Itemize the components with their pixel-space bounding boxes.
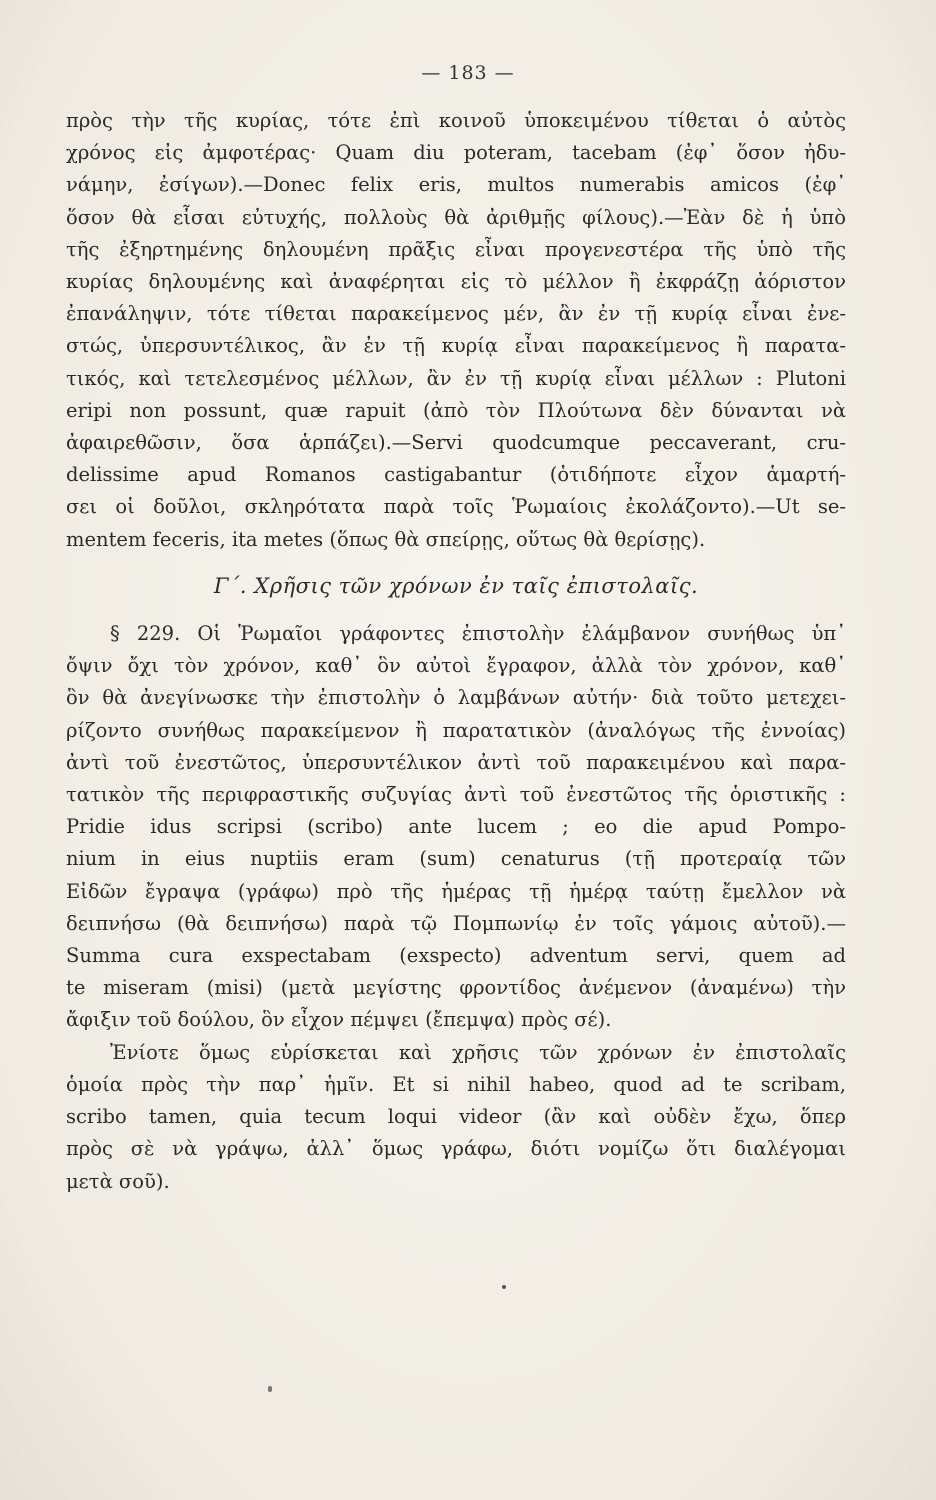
text-line: eripi non possunt, quæ rapuit (ἀπὸ τὸν Πλούτωνα δὲν δύνανται νὰ [66, 398, 846, 422]
text-line: scribo tamen, quia tecum loqui videor (ἂν καὶ οὐδὲν ἔχω, ὅπερ [66, 1105, 846, 1129]
text-line: κυρίας δηλουμένης καὶ ἀναφέρηται εἰς τὸ μέλλον ἢ ἐκφράζῃ ἀόριστον [66, 270, 846, 294]
text-line: πρὸς τὴν τῆς κυρίας, τότε ἐπὶ κοινοῦ ὑποκειμένου τίθεται ὁ αὐτὸς [66, 109, 846, 132]
text-line: τῆς ἐξηρτημένης δηλουμένη πρᾶξις εἶναι προγενεστέρα τῆς ὑπὸ τῆς [66, 237, 846, 261]
text-line: ἐπανάληψιν, τότε τίθεται παρακείμενος μέν, ἂν ἐν τῇ κυρίᾳ εἶναι ἐνε- [66, 302, 846, 326]
text-line: Εἰδῶν ἔγραψα (γράφω) πρὸ τῆς ἡμέρας τῇ ἡμέρᾳ ταύτῃ ἔμελλον νὰ [66, 879, 846, 903]
text-line: χρόνος εἰς ἀμφοτέρας· Quam diu poteram, tacebam (ἐφ᾽ ὅσον ἠδυ- [66, 141, 846, 165]
paragraph-continuation [66, 105, 846, 556]
page-number: — 183 — [421, 62, 515, 84]
paragraph-section-229 [66, 618, 846, 1037]
text-line: delissime apud Romanos castigabantur (ὁτιδήποτε εἶχον ἁμαρτή- [66, 463, 846, 487]
body-text [66, 105, 846, 1198]
text-line: Summa cura exspectabam (exspecto) adventum servi, quem ad [66, 944, 846, 968]
text-line: ὃν θὰ ἀνεγίνωσκε τὴν ἐπιστολὴν ὁ λαμβάνων αὐτήν· διὰ τοῦτο μετεχει- [66, 686, 846, 710]
text-line: στώς, ὑπερσυντέλικος, ἂν ἐν τῇ κυρίᾳ εἶναι παρακείμενος ἢ παρατα- [66, 334, 846, 358]
text-line: πρὸς σὲ νὰ γράψω, ἀλλ᾽ ὅμως γράφω, διότι νομίζω ὅτι διαλέγομαι [66, 1137, 846, 1161]
text-line: ὁμοία πρὸς τὴν παρ᾽ ἡμῖν. Et si nihil habeo, quod ad te scribam, [66, 1072, 846, 1096]
text-line: Ἐνίοτε ὅμως εὑρίσκεται καὶ χρῆσις τῶν χρόνων ἐν ἐπιστολαῖς [110, 1040, 846, 1064]
section-heading: Γ΄. Χρῆσις τῶν χρόνων ἐν ταῖς ἐπιστολαῖς. [213, 573, 699, 598]
text-line: σει οἱ δοῦλοι, σκληρότατα παρὰ τοῖς Ῥωμαίοις ἐκολάζοντο).—Ut se- [66, 495, 846, 519]
ink-dot [502, 1285, 506, 1289]
text-line: ἀφαιρεθῶσιν, ὅσα ἁρπάζει).—Servi quodcumque peccaverant, cru- [66, 431, 846, 455]
text-line: τατικὸν τῆς περιφραστικῆς συζυγίας ἀντὶ τοῦ ἐνεστῶτος τῆς ὁριστικῆς : [66, 783, 846, 807]
ink-speck [268, 1386, 272, 1392]
text-line: ὄψιν ὄχι τὸν χρόνον, καθ᾽ ὃν αὐτοὶ ἔγραφον, ἀλλὰ τὸν χρόνον, καθ᾽ [66, 654, 846, 678]
text-line: ἀντὶ τοῦ ἐνεστῶτος, ὑπερσυντέλικον ἀντὶ τοῦ παρακειμένου καὶ παρα- [66, 750, 846, 774]
paragraph-epistolary-exception [66, 1037, 846, 1198]
text-line: ὅσον θὰ εἶσαι εὐτυχής, πολλοὺς θὰ ἀριθμῇς φίλους).—Ἐὰν δὲ ἡ ὑπὸ [66, 205, 846, 229]
text-line: § 229. Οἱ Ῥωμαῖοι γράφοντες ἐπιστολὴν ἐλάμβανον συνήθως ὑπ᾽ [110, 622, 846, 646]
text-line: μετὰ σοῦ). [66, 1169, 170, 1193]
text-line: τικός, καὶ τετελεσμένος μέλλων, ἂν ἐν τῇ κυρίᾳ εἶναι μέλλων : Plutoni [66, 366, 846, 390]
text-line: δειπνήσω (θὰ δειπνήσω) παρὰ τῷ Πομπωνίῳ ἐν τοῖς γάμοις αὐτοῦ).— [66, 911, 846, 935]
text-line: ρίζοντο συνήθως παρακείμενον ἢ παρατατικὸν (ἀναλόγως τῆς ἐννοίας) [66, 718, 846, 742]
text-line: te miseram (misi) (μετὰ μεγίστης φροντίδος ἀνέμενον (ἀναμένω) τὴν [66, 976, 846, 1000]
text-line: νάμην, ἐσίγων).—Donec felix eris, multos numerabis amicos (ἐφ᾽ [66, 173, 846, 197]
text-line: nium in eius nuptiis eram (sum) cenaturus (τῇ προτεραίᾳ τῶν [66, 847, 846, 871]
text-line: mentem feceris, ita metes (ὅπως θὰ σπείρῃς, οὕτως θὰ θερίσῃς). [66, 527, 706, 551]
text-line: Pridie idus scripsi (scribo) ante lucem ; eo die apud Pompo- [66, 815, 846, 839]
text-line: ἄφιξιν τοῦ δούλου, ὃν εἶχον πέμψει (ἔπεμψα) πρὸς σέ). [66, 1008, 612, 1032]
